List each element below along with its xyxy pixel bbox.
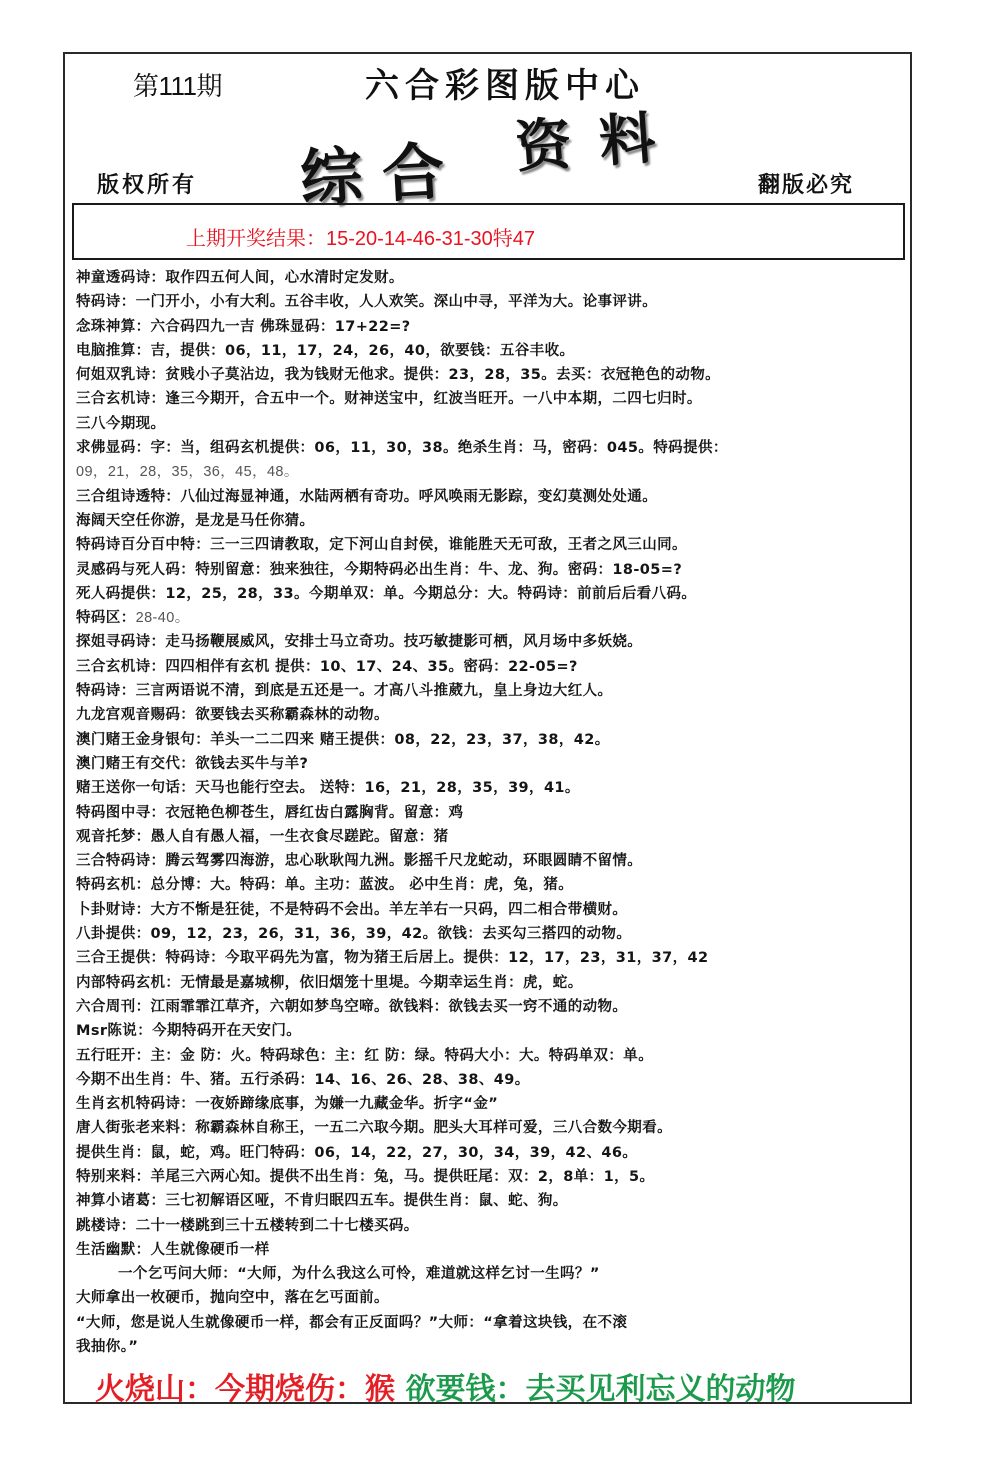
content-line [76,679,912,703]
content-line [76,1286,912,1310]
content-line [76,728,912,752]
content-line [76,1335,912,1359]
line-text: 吉，提供：06，11，17，24，26，40，欲要钱：五谷丰收。 [150,342,575,359]
content-line [76,752,912,776]
line-text: 牛、猪。五行杀码：14、16、26、28、38、49。 [180,1071,530,1088]
publisher-title: 六合彩图版中心 [365,66,645,106]
line-label: 三合玄机诗： [76,391,166,408]
line-text: 六合码四九一吉 佛珠显码：17+22=? [150,318,411,335]
issue-number: 第111期 [133,71,223,101]
content-line [76,485,912,509]
line-text: 字：当，组码玄机提供：06，11，30，38。绝杀生肖：马，密码：045。特码提供： [150,440,728,457]
content-line [76,339,912,363]
line-label: 特码诗百分百中特： [76,537,211,554]
line-text: 衣冠艳色柳苍生，唇红齿白露胸背。留意：鸡 [165,804,464,821]
line-text: 腾云驾雾四海游，忠心耿耿闯九洲。影摇千尺龙蛇动，环眼圆睛不留情。 [165,853,643,870]
line-label: 八卦提供： [76,926,151,943]
line-label: 特码诗： [76,683,136,700]
line-text: 八仙过海显神通，水陆两栖有奇功。呼风唤雨无影踪，变幻莫测处处通。 [180,488,658,505]
content-line [76,412,912,436]
line-label: 特码玄机： [76,877,151,894]
content-lines [76,266,912,1359]
line-text: 一门开小，小有大利。五谷丰收，人人欢笑。深山中寻，平洋为大。论事评讲。 [135,294,658,311]
content-line [76,582,912,606]
content-line [76,1214,912,1238]
line-label: 特别来料： [76,1168,151,1185]
line-text: 无情最是嘉城柳，依旧烟笼十里堤。今期幸运生肖：虎，蛇。 [180,974,583,991]
line-text: 海阔天空任你游，是龙是马任你猜。 [76,512,315,529]
content-line [76,436,912,460]
last-result-box [72,203,905,260]
content-line [76,655,912,679]
line-label: 九龙宫观音赐码： [76,707,196,724]
line-text: 三七初解语区哑，不肯归眠四五车。提供生肖：鼠、蛇、狗。 [165,1193,568,1210]
line-text: 人生就像硬币一样 [150,1241,270,1258]
line-text: 羊头一二二四来 赌王提供：08，22，23，37，38，42。 [210,731,610,748]
line-text: 贫贱小子莫沾边，我为钱财无他求。提供：23，28，35。去买：衣冠艳色的动物。 [165,367,721,384]
content-line [76,825,912,849]
main-title-part1: 综合 [298,133,467,216]
line-text: 12，25，28，33。今期单双：单。今期总分：大。特码诗：前前后后看八码。 [165,585,697,602]
copyright-right: 翻版必究 [758,172,855,198]
line-label: 今期不出生肖： [76,1071,181,1088]
content-line [76,1092,912,1116]
content-line [76,1019,912,1043]
line-label: 灵感码与死人码： [76,561,196,578]
line-label: 三合王提供： [76,950,166,967]
line-label: 神算小诸葛： [76,1193,166,1210]
line-label: 唐人街张老来料： [76,1120,196,1137]
content-line [76,703,912,727]
content-line [76,509,912,533]
line-text: 我抽你。” [76,1339,139,1356]
content-line [76,1141,912,1165]
content-line [76,1068,912,1092]
content-line [76,946,912,970]
content-line [76,558,912,582]
content-line [76,995,912,1019]
line-label: 三合特码诗： [76,853,166,870]
line-label: 探姐寻码诗： [76,634,166,651]
line-text: 今期特码开在天安门。 [152,1023,302,1040]
content-line [76,387,912,411]
content-line [76,363,912,387]
main-title-part2: 资料 [513,103,686,181]
line-text: 28-40。 [135,610,190,627]
line-text: 大方不惭是狂徒，不是特码不会出。羊左羊右一只码，四二相合带横财。 [150,901,628,918]
line-text: 天马也能行空去。 送特：16，21，28，35，39，41。 [195,780,580,797]
content-line [76,606,912,630]
content-line [76,266,912,290]
content-line [76,1262,912,1286]
line-text: 鼠，蛇，鸡。旺门特码：06，14，22，27，30，34，39，42、46。 [150,1144,638,1161]
line-text: 三八今期现。 [76,415,166,432]
content-line [76,630,912,654]
line-label: 特码区： [76,610,136,627]
line-label: 提供生肖： [76,1144,151,1161]
line-text: 三一三四请教取，定下河山自封侯，谁能胜天无可敌，王者之风三山同。 [210,537,687,554]
content-line [76,290,912,314]
line-text: 愚人自有愚人福，一生衣食尽蹉跎。留意：猪 [150,828,449,845]
line-label: 生肖玄机特码诗： [76,1096,196,1113]
line-text: 总分博：大。特码：单。主功：蓝波。 必中生肖：虎，兔，猪。 [150,877,574,894]
line-text: 三言两语说不清，到底是五还是一。才高八斗推葳九，皇上身边大红人。 [135,683,613,700]
line-text: 特码诗：今取平码先为富，物为猪王后居上。提供：12，17，23，31，37，42 [165,950,709,967]
line-label: 神童透码诗： [76,270,166,286]
line-text: 09，12，23，26，31，36，39，42。欲钱：去买勾三搭四的动物。 [150,926,632,943]
line-label: 六合周刊： [76,998,151,1015]
content-line [76,971,912,995]
content-line [76,1044,912,1068]
content-line [76,1189,912,1213]
content-line [76,898,912,922]
content-line [76,1116,912,1140]
line-text: 欲要钱去买称霸森林的动物。 [195,707,389,724]
line-text: 一个乞丐问大师：“大师，为什么我这么可怜，难道就这样乞讨一生吗？” [118,1266,600,1283]
line-text: 称霸森林自称王，一五二六取今期。肥头大耳样可爱，三八合数今期看。 [195,1120,672,1137]
content-line [76,776,912,800]
line-label: Msr陈说： [76,1023,153,1040]
line-label: 生活幽默： [76,1241,151,1258]
line-label: 澳门赌王有交代： [76,755,196,772]
footer-slogan [95,1364,795,1408]
line-label: 内部特码玄机： [76,974,181,991]
line-text: 逢三今期开，合五中一个。财神送宝中，红波当旺开。一八中本期，二四七归时。 [165,391,702,408]
line-label: 何姐双乳诗： [76,367,166,384]
content-line [76,1238,912,1262]
line-text: 欲钱去买牛与羊? [195,755,309,772]
line-label: 观音托梦： [76,828,151,845]
line-text: 取作四五何人间，心水清时定发财。 [165,270,404,286]
line-text: 二十一楼跳到三十五楼转到二十七楼买码。 [135,1217,419,1234]
line-text: 主：金 防：火。特码球色：主：红 防：绿。特码大小：大。特码单双：单。 [150,1047,654,1064]
line-text: 大师拿出一枚硬币，抛向空中，落在乞丐面前。 [76,1290,389,1307]
line-text: 江雨霏霏江草齐，六朝如梦鸟空啼。欲钱料：欲钱去买一窍不通的动物。 [150,998,628,1015]
line-label: 特码诗： [76,294,136,311]
content-line [76,873,912,897]
last-result-label: 上期开奖结果： [186,228,326,250]
content-line [76,1311,912,1335]
content-line [76,1165,912,1189]
content-line [76,922,912,946]
line-text: 一夜娇蹄缘底事，为嫌一九藏金华。折字“金” [195,1096,499,1113]
line-label: 跳楼诗： [76,1217,136,1234]
line-label: 电脑推算： [76,342,151,359]
last-result [186,222,535,251]
line-label: 五行旺开： [76,1047,151,1064]
line-label: 赌王送你一句话： [76,780,196,797]
line-label: 卜卦财诗： [76,901,151,918]
copyright-left: 版权所有 [97,172,198,198]
line-text: 羊尾三六两心知。提供不出生肖：兔，马。提供旺尾：双：2，8单：1，5。 [150,1168,655,1185]
footer-green-text: 欲要钱：去买见利忘义的动物 [405,1372,796,1407]
content-line [76,533,912,557]
last-result-numbers: 15-20-14-46-31-30特47 [326,228,536,250]
line-text: “大师，您是说人生就像硬币一样，都会有正反面吗？”大师：“拿着这块钱，在不滚 [76,1314,628,1331]
line-label: 求佛显码： [76,440,151,457]
line-text: 09，21，28，35，36，45，48。 [76,464,299,481]
content-line [76,849,912,873]
line-text: 特别留意：独来独往，今期特码必出生肖：牛、龙、狗。密码：18-05=? [195,561,683,578]
content-line [76,801,912,825]
content-line [76,315,912,339]
line-text: 走马扬鞭展威风，安排士马立奇功。技巧敏捷影可栖，风月场中多妖娆。 [165,634,643,651]
line-text: 四四相伴有玄机 提供：10、17、24、35。密码：22-05=? [165,658,578,675]
line-label: 三合玄机诗： [76,658,166,675]
footer-red-text: 火烧山：今期烧伤：猴 [95,1372,406,1407]
line-label: 三合组诗透特： [76,488,181,505]
content-line [76,460,912,484]
line-label: 念珠神算： [76,318,151,335]
line-label: 澳门赌王金身银句： [76,731,211,748]
line-label: 死人码提供： [76,585,166,602]
line-label: 特码图中寻： [76,804,166,821]
